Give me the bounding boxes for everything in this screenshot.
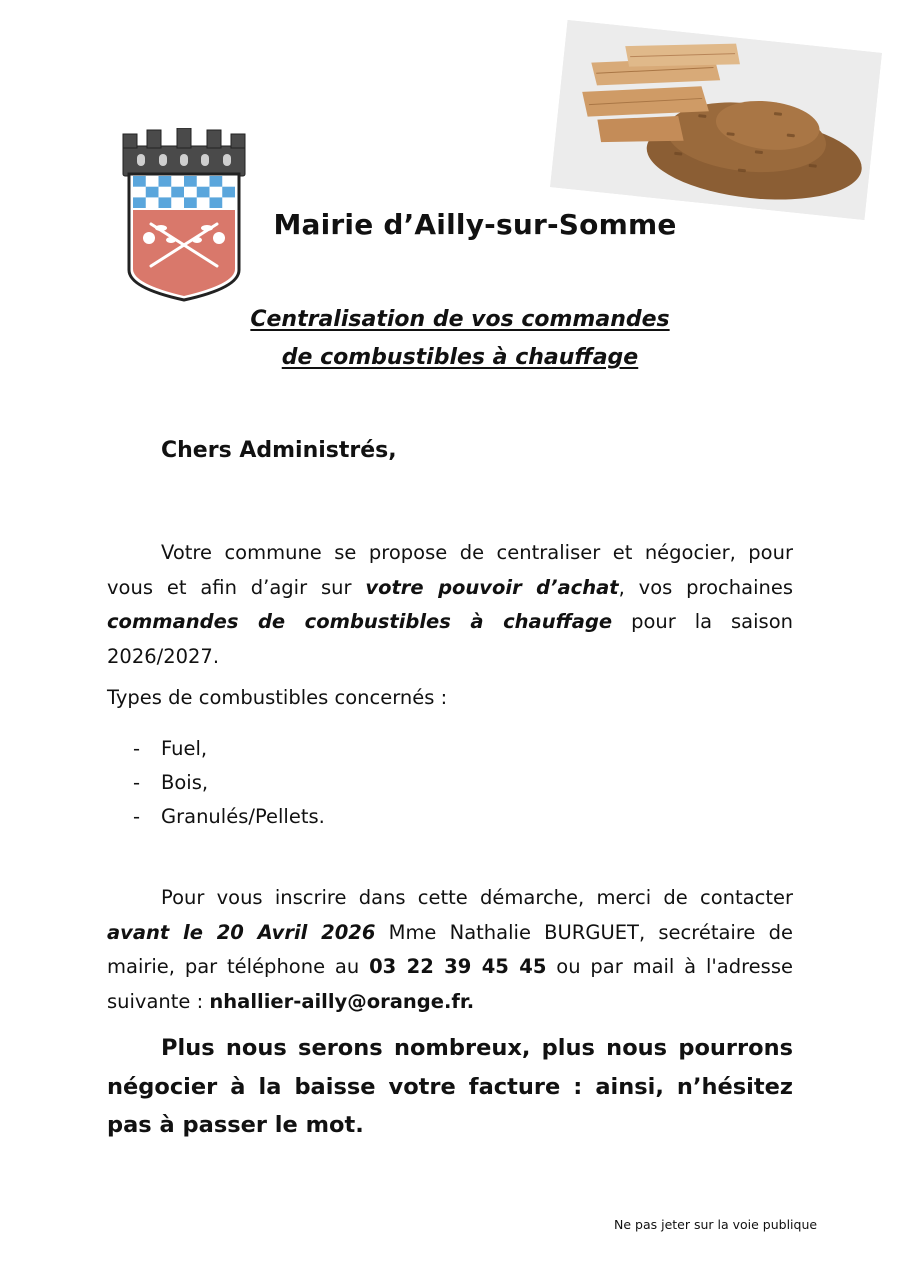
contact-deadline: avant le 20 Avril 2026 [107,920,376,944]
intro-text-2: , vos prochaines [618,575,793,599]
contact-paragraph [107,881,793,1019]
contact-email[interactable]: nhallier-ailly@orange.fr. [209,989,475,1013]
intro-text-1: Votre commune se propose de centraliser et négocier, pour vous et afin d’agir sur [107,541,793,599]
fuel-type-label: Granulés/Pellets. [161,805,325,828]
contact-phone: 03 22 39 45 45 [369,955,547,978]
contact-text-3: ou par mail à l'adresse suivante : [107,955,793,1013]
contact-text-1: Pour vous inscrire dans cette démarche, merci de contacter [161,886,793,909]
list-item [133,732,325,766]
fuel-types-list [133,732,325,834]
subtitle-line-2: de combustibles à chauffage [281,345,639,370]
list-bullet: - [133,737,141,760]
intro-emphasis-orders: commandes de combustibles à chauffage [107,610,613,633]
intro-paragraph [107,536,793,674]
fuel-type-label: Fuel, [161,737,208,760]
list-item [133,766,325,800]
closing-paragraph [107,1029,793,1145]
footer-note: Ne pas jeter sur la voie publique [614,1217,818,1232]
fuel-type-label: Bois, [161,771,209,794]
wood-pellets-photo [550,20,882,220]
intro-text-3: pour la saison 2026/2027. [107,610,794,668]
list-bullet: - [133,805,141,828]
subtitle-line-1: Centralisation de vos commandes [250,307,670,332]
contact-text-2: Mme Nathalie BURGUET, secrétaire de mairie, par téléphone au [107,920,793,978]
list-bullet: - [133,771,141,794]
wood-pellets-illustration [550,20,882,220]
page-title: Mairie d’Ailly-sur-Somme [273,208,677,241]
fuel-types-label: Types de combustibles concernés : [107,686,448,709]
greeting: Chers Administrés, [161,438,397,463]
closing-text: Plus nous serons nombreux, plus nous pourrons négocier à la baisse votre facture : ainsi, n’hésitez pas à passer le mot. [107,1035,793,1138]
intro-emphasis-purchasing-power: votre pouvoir d’achat [365,575,619,599]
list-item [133,800,325,834]
